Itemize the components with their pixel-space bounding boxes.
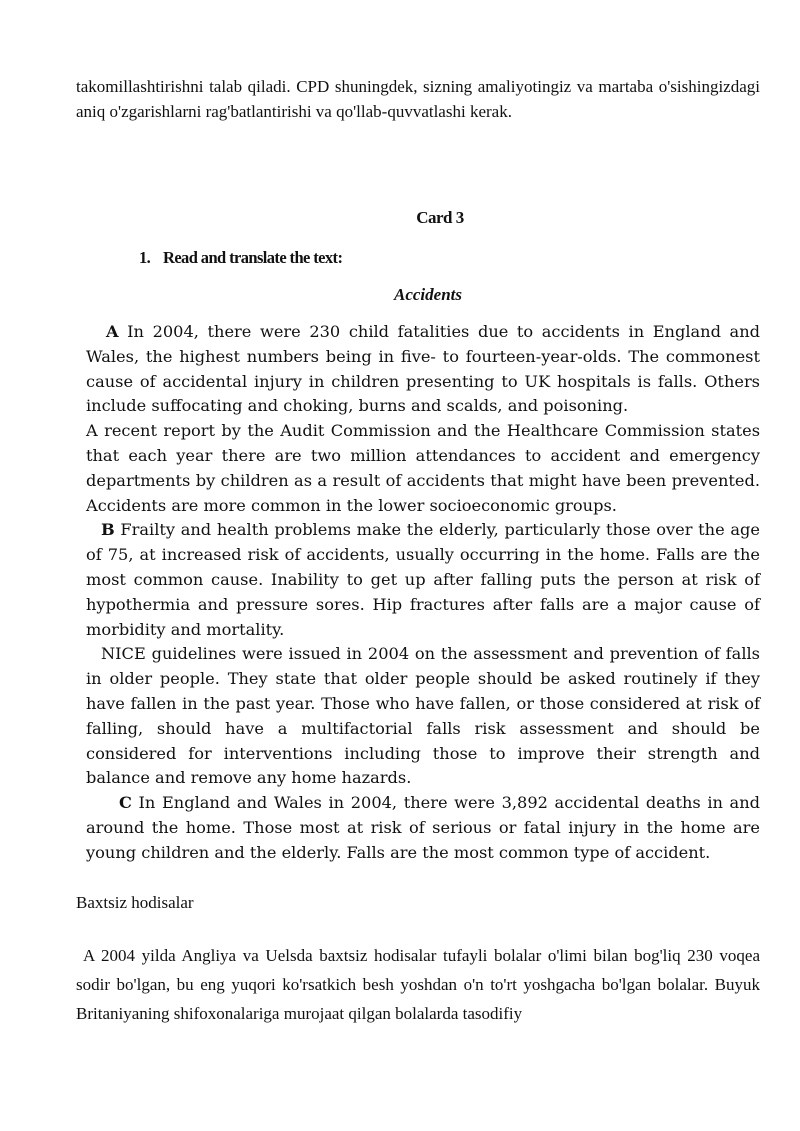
paragraph-a-letter: A [106, 322, 119, 341]
paragraph-c [86, 791, 760, 865]
paragraph-a-text: In 2004, there were 230 child fatalities due to accidents in England and Wales, the highest numbers being in five- to fourteen-year-olds. The commonest cause of accidental injury in children presenting to UK hospitals is falls. Others include suffocating and choking, burns and scalds, and poisoning. [86, 322, 760, 416]
card-title: Card 3 [416, 208, 464, 227]
task-number: 1. [139, 248, 151, 267]
intro-paragraph: takomillashtirishni talab qiladi. CPD shuningdek, sizning amaliyotingiz va martaba o'sishingizdagi aniq o'zgarishlarni rag'batlantirishi va qo'llab-quvvatlashi kerak. [76, 77, 760, 121]
paragraph-b [86, 518, 760, 642]
paragraph-b-text: Frailty and health problems make the elderly, particularly those over the age of 75, at increased risk of accidents, usually occurring in the home. Falls are the most common cause. Inability to get up after falling puts the person at risk of hypothermia and pressure sores. Hip fractures after falls are a major cause of morbidity and mortality. [86, 520, 760, 639]
paragraph-c-text: In England and Wales in 2004, there were 3,892 accidental deaths in and around the home. Those most at risk of serious or fatal injury in the home are young children and the elderly. Falls are the most common type of accident. [86, 793, 760, 862]
translation-title: Baxtsiz hodisalar [76, 893, 194, 912]
article-body [86, 320, 760, 866]
paragraph-a-continued: A recent report by the Audit Commission and the Healthcare Commission states that each year there are two million attendances to accident and emergency departments by children as a result of accidents that might have been prevented. Accidents are more common in the lower socioeconomic groups. [86, 421, 760, 515]
paragraph-b-letter: B [101, 520, 115, 540]
task-label: Read and translate the text: [163, 248, 343, 267]
paragraph-c-letter: C [119, 793, 132, 813]
paragraph-a [86, 320, 760, 419]
task-instruction [139, 248, 342, 268]
translation-paragraph: A 2004 yilda Angliya va Uelsda baxtsiz hodisalar tufayli bolalar o'limi bilan bog'liq 230 voqea sodir bo'lgan, bu eng yuqori ko'rsatkich besh yoshdan o'n to'rt yoshgacha bo'lgan bolalar. Buyuk Britaniyaning shifoxonalariga murojaat qilgan bolalarda tasodifiy [76, 946, 760, 1023]
article-title: Accidents [394, 285, 462, 304]
paragraph-nice: NICE guidelines were issued in 2004 on the assessment and prevention of falls in older people. They state that older people should be asked routinely if they have fallen in the past year. Those who have fallen, or those considered at risk of falling, should have a multifactorial falls risk assessment and should be considered for interventions including those to improve their strength and balance and remove any home hazards. [86, 644, 760, 788]
